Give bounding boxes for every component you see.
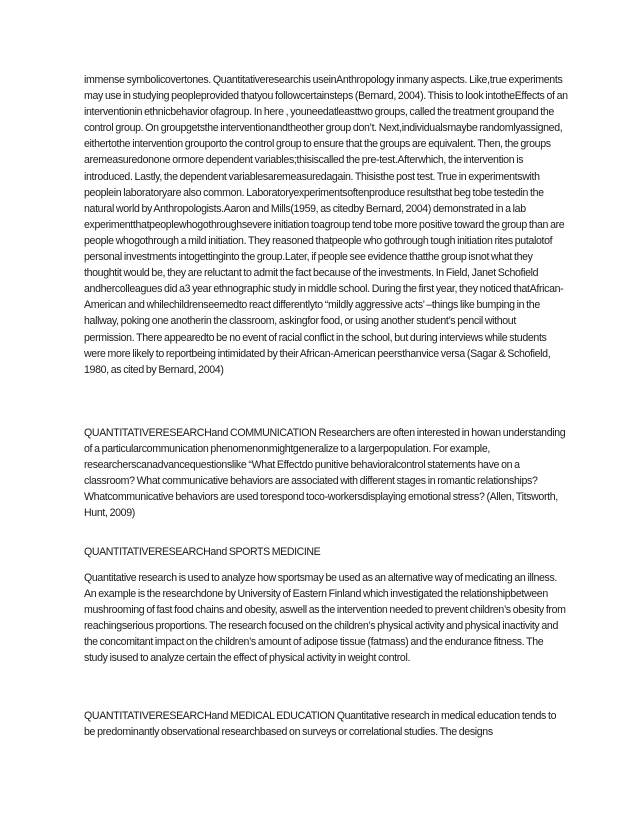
paragraph-sports-medicine: Quantitative research is used to analyze how sportsmay be used as an alternative way of medicating an illness. An example is the researchdone by University of Eastern Finland which investigated the relationshipbetween mushrooming of fast food chains and obesity, aswell as the intervention needed to prevent children’s obesity from reachingserious proportions. The research focused on the children’s physical activity and physical inactivity and the concomitant impact on the children’s amount of adipose tissue (fatmass) and the endurance fitness. The study isused to analyze certain the effect of physical activity in weight control. [84,572,566,665]
paragraph-communication: QUANTITATIVERESEARCHand COMMUNICATION Researchers are often interested in howan understanding of a particularcommunication phenomenonmightgeneralize to a largerpopulation. For example, researcherscanadvancequestionslike “What Effectdo punitive behavioralcontrol statements have on a classroom? What communicative behaviors are associated with different stages in romantic relationships? Whatcommunicative behaviors are used torespond toco-workersdisplaying emotional stress? (Allen, Titsworth, Hunt, 2009) [84,427,566,520]
heading-sports-medicine: QUANTITATIVERESEARCHand SPORTS MEDICINE [84,546,321,558]
paragraph-anthropology: immense symbolicovertones. Quantitativeresearchis useinAnthropology inmany aspects. Like,true experiments may use in studying peopleprovided thatyou followcertainsteps (Bernard, 2004). Thisis to look intotheEffects of an interventionin ethnicbehavior ofagroup. In here , youneedatleasttwo groups, called the treatment groupand the control group. On groupgetsthe interventionandtheother group don’t. Next,individualsmaybe randomlyassigned, eithertothe intervention grouporto the control group to ensure that the groups are equivalent. Then, the groups aremeasuredonone ormore dependent variables;thisiscalled the pre-test.Afterwhich, the intervention is introduced. Lastly, the dependent variablesaremeasuredagain. Thisisthe post test. True in experimentswith peoplein laboratoryare also common. Laboratoryexperimentsoftenproduce resultsthat beg tobe testedin the natural world by Anthropologists.Aaron and Mills(1959, as citedby Bernard, 2004) demonstrated in a lab experimentthatpeoplewhogothroughsevere initiation toagroup tend tobe more positive toward the group than are people whogothrough a mild initiation. They reasoned thatpeople who gothrough tough initiation rites putalotof personal investments intogettinginto the group.Later, if people see evidence thatthe group isnot what they thoughtit would be, they are reluctant to admit the fact because of the investments. In Field, Janet Schofield andhercolleagues did a3 year ethnographic study in middle school. During the first year, they noticed thatAfrican-American and whilechildrenseemedto react differentlyto “mildly aggressive acts’ –things like bumping in the hallway, poking one anotherin the classroom, askingfor food, or using another student’s pencil without permission. There appearedto be no event of racial conflict in the school, but during interviews while students were more likely to reportbeing intimidated by their African-American peersthanvice versa (Sagar & Schofield, 1980, as cited by Bernard, 2004) [84,74,568,376]
paragraph-medical-education: QUANTITATIVERESEARCHand MEDICAL EDUCATION Quantitative research in medical education tends to be predominantly observational researchbased on surveys or correlational studies. The designs [84,710,557,739]
